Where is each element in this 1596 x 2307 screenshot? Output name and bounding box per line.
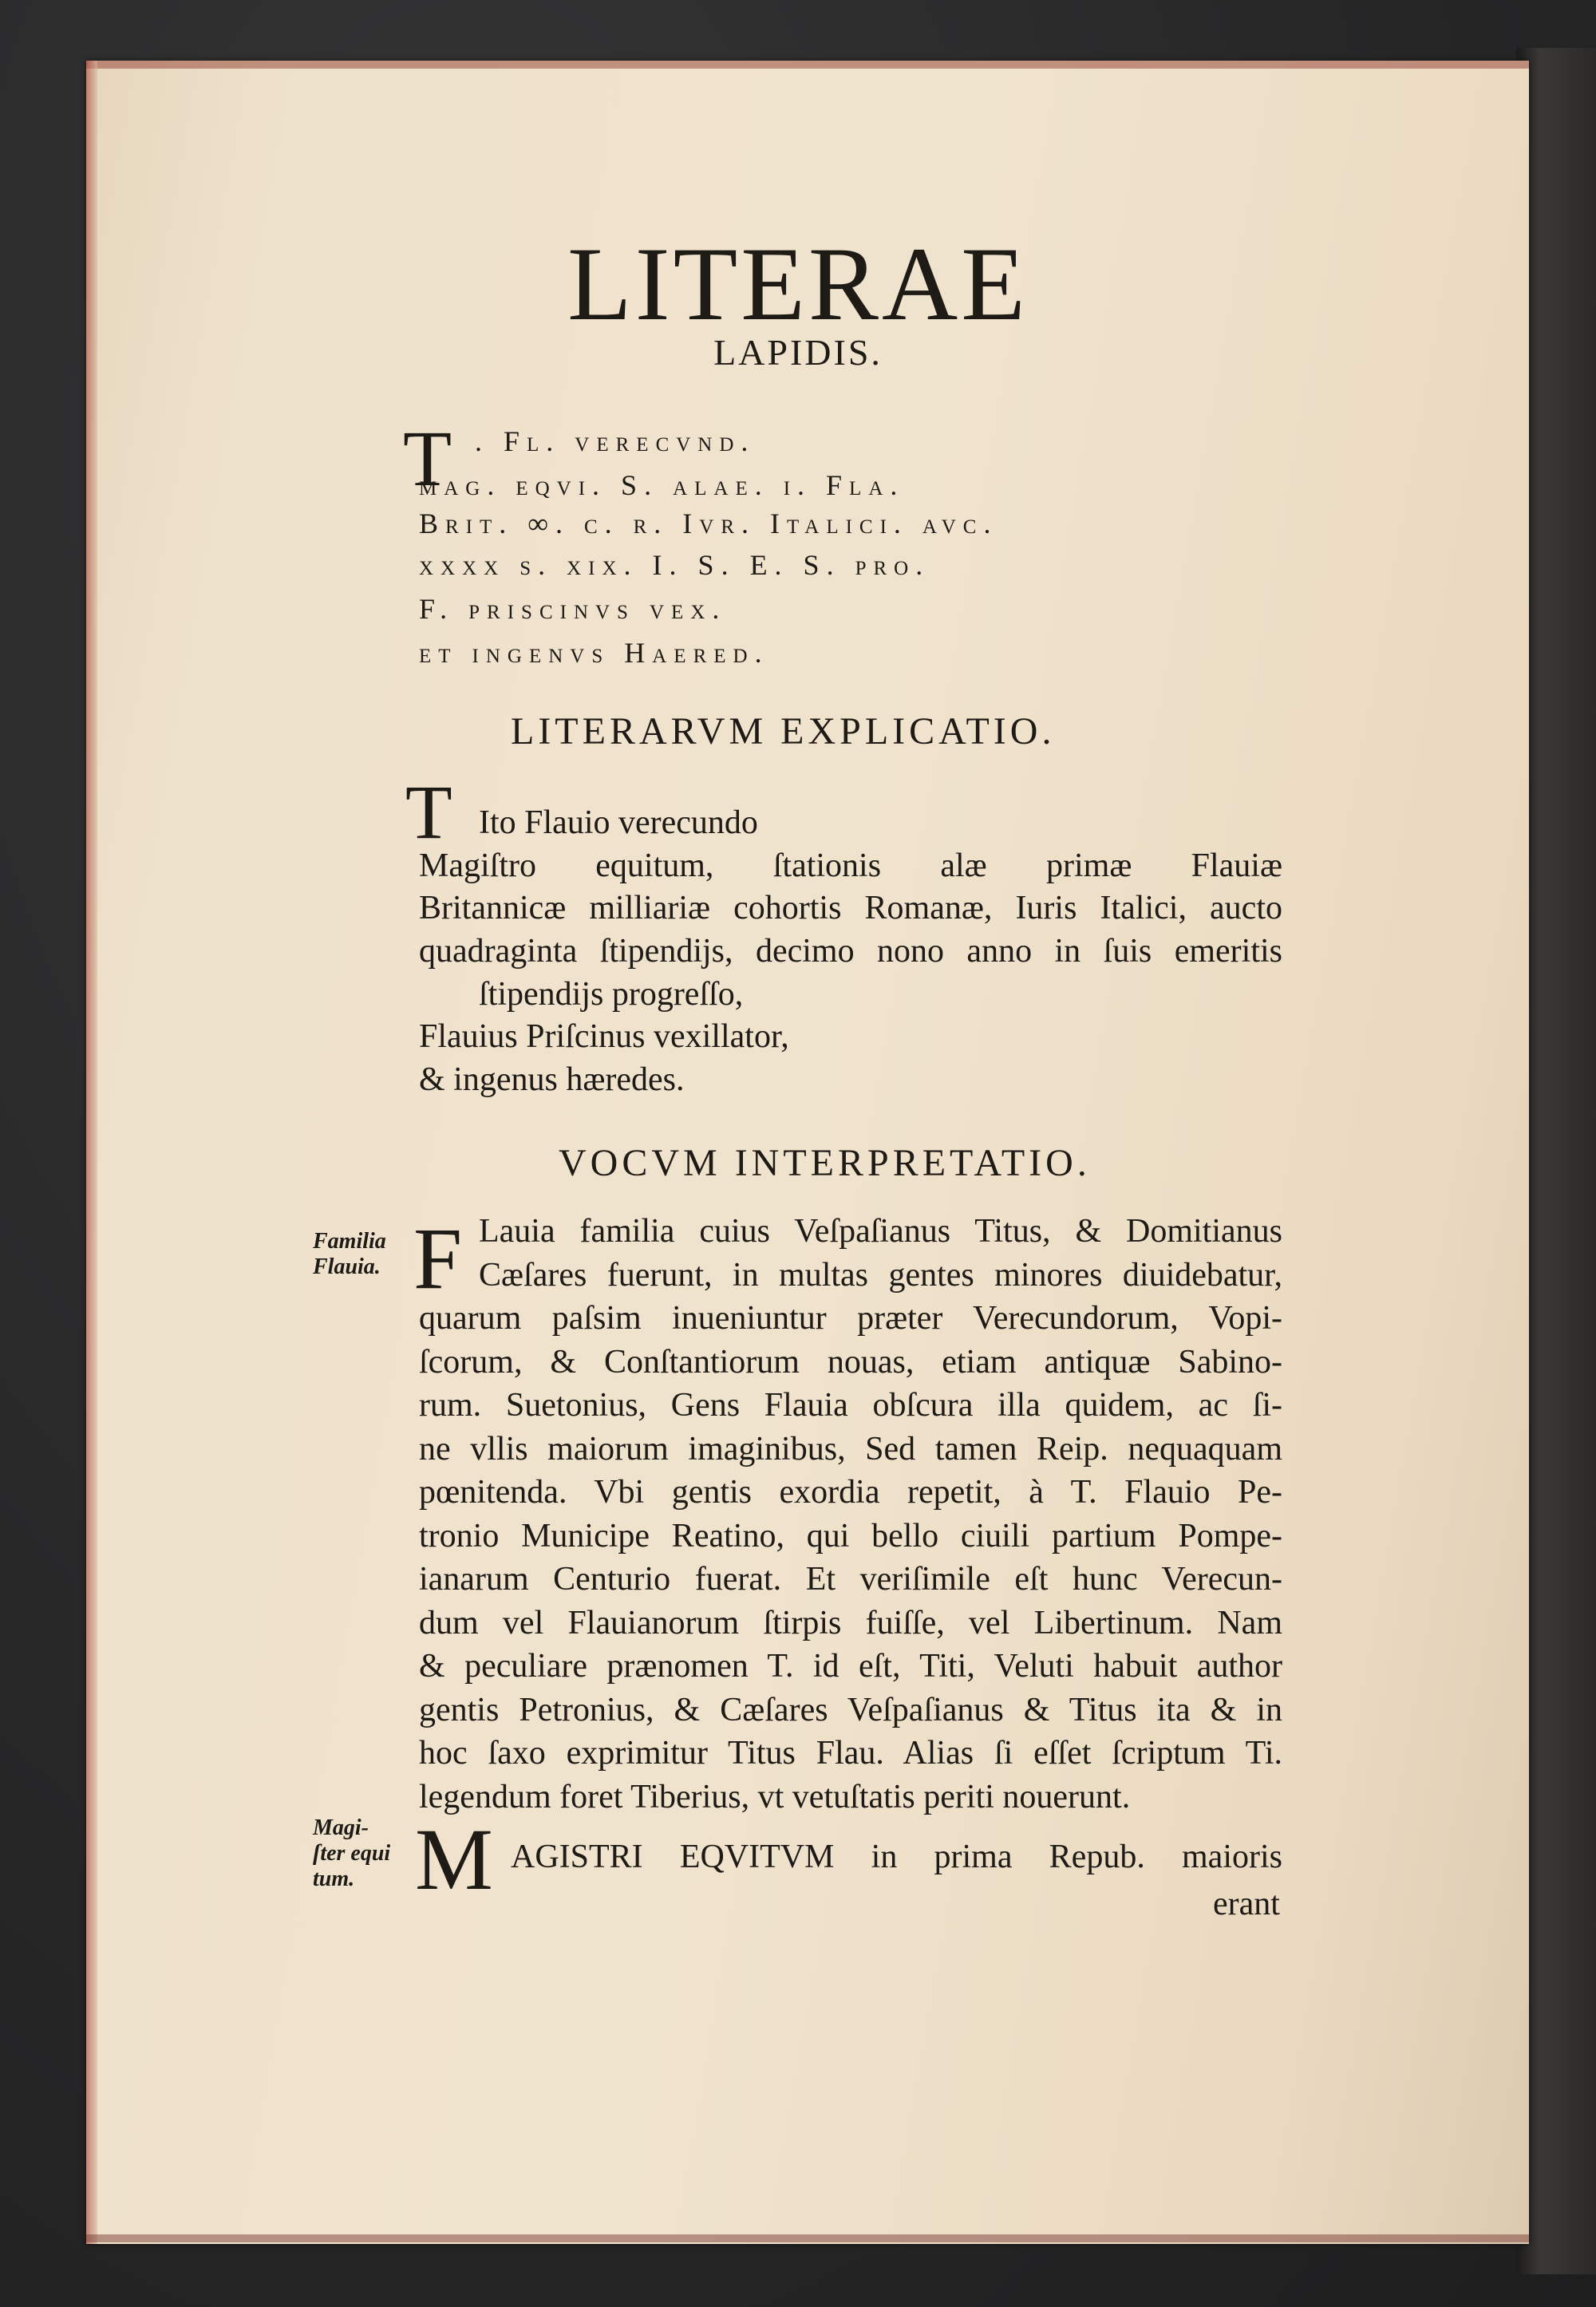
inscription-line: mag. eqvi. S. alae. i. Fla. — [419, 469, 905, 501]
inscription-line: et ingenvs Haered. — [419, 637, 769, 669]
margin-note-familia — [313, 1229, 386, 1280]
interpretatio-heading: VOCVM INTERPRETATIO. — [559, 1142, 1091, 1184]
interpretatio-line: ſcorum, & Conſtantiorum nouas, etiam antiquæ Sabino- — [419, 1343, 1282, 1381]
explicatio-line: quadraginta ſtipendijs, decimo nono anno in ſuis emeritis — [419, 933, 1282, 970]
interpretatio-line: pœnitenda. Vbi gentis exordia repetit, à T. Flauio Pe- — [419, 1474, 1282, 1511]
inscription-initial: T — [403, 414, 452, 503]
interpretatio-line: legendum foret Tiberius, vt vetuſtatis periti nouerunt. — [419, 1778, 1131, 1815]
explicatio-heading: LITERARVM EXPLICATIO. — [511, 710, 1056, 753]
magistri-line: AGISTRI EQVITVM in prima Repub. maioris — [511, 1839, 1282, 1875]
interpretatio-line: rum. Suetonius, Gens Flauia obſcura illa quidem, ac ſi- — [419, 1387, 1282, 1424]
magistri-drop-cap: M — [415, 1811, 493, 1908]
interpretatio-line: quarum paſsim inueniuntur præter Verecundorum, Vopi- — [419, 1300, 1282, 1337]
inscription-line: xxxx s. xix. I. S. E. S. pro. — [419, 549, 930, 581]
page-title: LITERAE — [567, 225, 1029, 342]
margin-note-magister — [313, 1815, 390, 1893]
explicatio-line: Magiſtro equitum, ſtationis alæ primæ Flauiæ — [419, 847, 1282, 884]
inscription-line: Brit. ∞. c. r. Ivr. Italici. avc. — [419, 508, 998, 539]
margin-note-line: ſter equi — [313, 1841, 391, 1867]
margin-note-line: Magi- — [313, 1815, 369, 1840]
interpretatio-line: & peculiare prænomen T. id eſt, Titi, Veluti habuit author — [419, 1648, 1282, 1685]
explicatio-line: Flauius Priſcinus vexillator, — [419, 1018, 789, 1055]
interpretatio-line: ianarum Centurio fuerat. Et veriſimile eſt hunc Verecun- — [419, 1561, 1282, 1598]
explicatio-drop-cap: T — [405, 769, 452, 855]
page-subtitle: LAPIDIS. — [713, 332, 883, 373]
explicatio-line: Ito Flauio verecundo — [479, 804, 758, 841]
interpretatio-line: ne vllis maiorum imaginibus, Sed tamen Reip. nequaquam — [419, 1430, 1282, 1468]
inscription-line: . Fl. verecvnd. — [475, 425, 756, 457]
interpretatio-line: Cæſares fuerunt, in multas gentes minores diuidebatur, — [479, 1256, 1282, 1294]
margin-note-line: tum. — [313, 1867, 355, 1892]
interpretatio-line: tronio Municipe Reatino, qui bello ciuili partium Pompe- — [419, 1517, 1282, 1554]
interpretatio-line: hoc ſaxo exprimitur Titus Flau. Alias ſi eſſet ſcriptum Ti. — [419, 1735, 1282, 1772]
interpretatio-line: dum vel Flauianorum ſtirpis fuiſſe, vel Libertinum. Nam — [419, 1604, 1282, 1641]
interpretatio-drop-cap: F — [413, 1210, 463, 1307]
inscription-line: F. priscinvs vex. — [419, 593, 727, 625]
explicatio-line: Britannicæ milliariæ cohortis Romanæ, Iuris Italici, aucto — [419, 890, 1282, 926]
interpretatio-line: Lauia familia cuius Veſpaſianus Titus, & Domitianus — [479, 1213, 1282, 1250]
margin-note-line: Flauia. — [313, 1254, 381, 1280]
explicatio-line: & ingenus hæredes. — [419, 1061, 685, 1098]
page-bottom-edge — [86, 2234, 1529, 2242]
catchword: erant — [1213, 1886, 1280, 1922]
margin-note-line: Familia — [313, 1229, 386, 1254]
interpretatio-line: gentis Petronius, & Cæſares Veſpaſianus & Titus ita & in — [419, 1691, 1282, 1728]
explicatio-line: ſtipendijs progreſſo, — [479, 976, 744, 1013]
